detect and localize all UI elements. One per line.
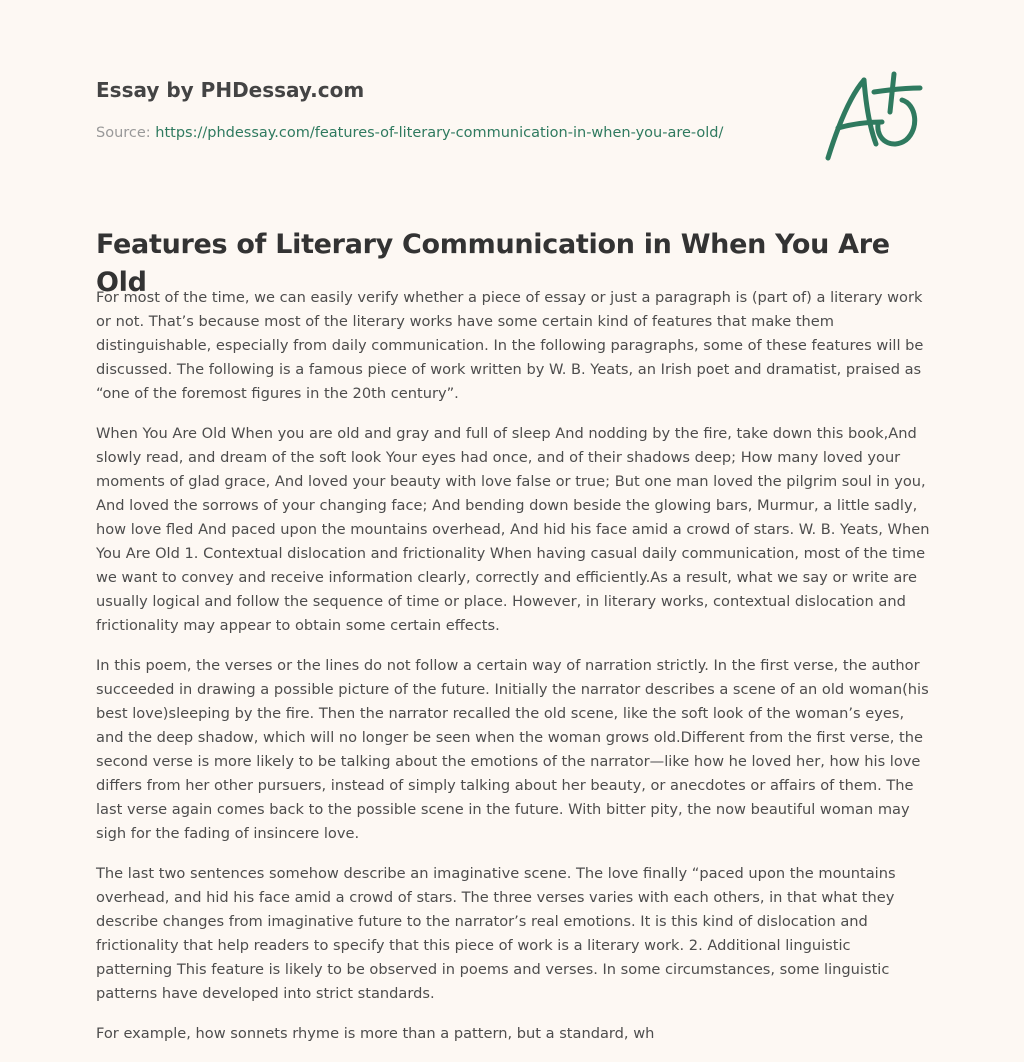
site-header [96, 76, 796, 104]
a-plus-grade-icon [820, 66, 932, 166]
article-title: Features of Literary Communication in When You Are Old [96, 229, 890, 298]
source-line [96, 123, 723, 143]
paragraph: When You Are Old When you are old and gray and full of sleep And nodding by the fire, take down this book,And slowly read, and dream of the soft look Your eyes had once, and of their shadows deep; How many loved your moments of glad grace, And loved your beauty with love false or true; But one man loved the pilgrim soul in you, And loved the sorrows of your changing face; And bending down beside the glowing bars, Murmur, a little sadly, how love fled And paced upon the mountains overhead, And hid his face amid a crowd of stars. W. B. Yeats, When You Are Old 1. Contextual dislocation and frictionality When having casual daily communication, most of the time we want to convey and receive information clearly, correctly and efficiently.As a result, what we say or write are usually logical and follow the sequence of time or place. However, in literary works, contextual dislocation and frictionality may appear to obtain some certain effects. [96, 425, 930, 634]
paragraph: In this poem, the verses or the lines do not follow a certain way of narration strictly. In the first verse, the author succeeded in drawing a possible picture of the future. Initially the narrator describes a scene of an old woman(his best love)sleeping by the fire. Then the narrator recalled the old scene, like the soft look of the woman’s eyes, and the deep shadow, which will no longer be seen when the woman grows old.Different from the first verse, the second verse is more likely to be talking about the emotions of the narrator—like how he loved her, how his love differs from her other pursuers, instead of simply talking about her beauty, or anecdotes or affairs of them. The last verse again comes back to the possible scene in the future. With bitter pity, the now beautiful woman may sigh for the fading of insincere love. [96, 657, 929, 842]
source-link[interactable]: https://phdessay.com/features-of-literary-communication-in-when-you-are-old/ [155, 125, 724, 141]
paragraph: For most of the time, we can easily verify whether a piece of essay or just a paragraph is (part of) a literary work or not. That’s because most of the literary works have some certain kind of features that make them distinguishable, especially from daily communication. In the following paragraphs, some of these features will be discussed. The following is a famous piece of work written by W. B. Yeats, an Irish poet and dramatist, praised as “one of the foremost figures in the 20th century”. [96, 289, 924, 402]
site-brand: Essay by PHDessay.com [96, 78, 365, 102]
article-body [96, 286, 930, 1062]
paragraph: The last two sentences somehow describe an imaginative scene. The love finally “paced upon the mountains overhead, and hid his face amid a crowd of stars. The three verses varies with each others, in that what they describe changes from imaginative future to the narrator’s real emotions. It is this kind of dislocation and frictionality that help readers to specify that this piece of work is a literary work. 2. Additional linguistic patterning This feature is likely to be observed in poems and verses. In some circumstances, some linguistic patterns have developed into strict standards. [96, 865, 896, 1002]
source-label: Source: [96, 125, 156, 141]
paragraph: For example, how sonnets rhyme is more than a pattern, but a standard, wh [96, 1025, 655, 1042]
